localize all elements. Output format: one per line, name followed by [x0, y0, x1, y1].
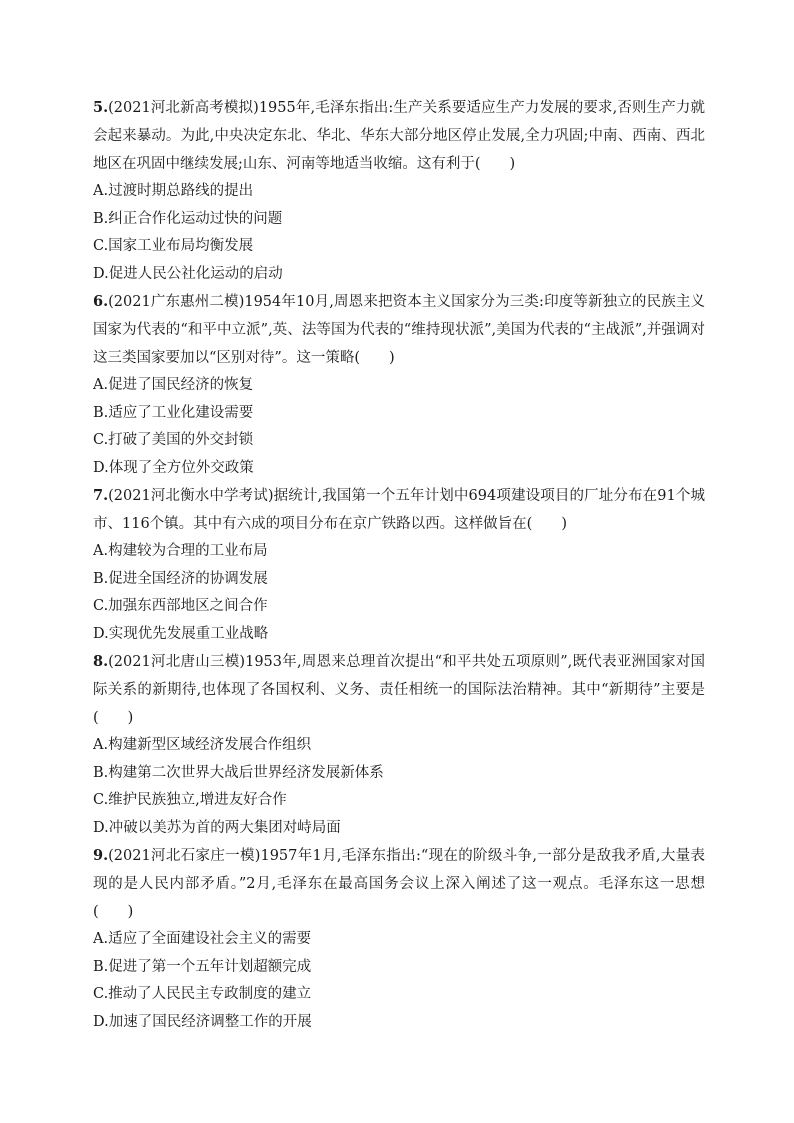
- question-7: [93, 482, 705, 648]
- option-c: C.推动了人民民主专政制度的建立: [93, 986, 312, 1002]
- option-a: A.构建较为合理的工业布局: [93, 543, 268, 559]
- option-a: A.适应了全面建设社会主义的需要: [93, 931, 312, 947]
- question-number: 9.: [93, 847, 109, 864]
- question-5: [93, 94, 705, 288]
- option-a: A.促进了国民经济的恢复: [93, 377, 254, 393]
- question-stem: (2021河北石家庄一模)1957年1月,毛泽东指出:“现在的阶级斗争,一部分是敌我矛盾,大量表现的是人民内部矛盾。”2月,毛泽东在最高国务会议上深入阐述了这一观点。毛泽东这一思想( ): [93, 848, 705, 920]
- question-number: 5.: [93, 99, 109, 116]
- option-a: A.过渡时期总路线的提出: [93, 183, 254, 199]
- question-number: 6.: [93, 293, 109, 310]
- option-c: C.维护民族独立,增进友好合作: [93, 792, 287, 808]
- question-stem: (2021河北衡水中学考试)据统计,我国第一个五年计划中694项建设项目的厂址分布在91个城市、116个镇。其中有六成的项目分布在京广铁路以西。这样做旨在( ): [93, 488, 705, 532]
- option-d: D.促进人民公社化运动的启动: [93, 265, 283, 282]
- option-d: D.加速了国民经济调整工作的开展: [93, 1013, 312, 1030]
- option-b: B.构建第二次世界大战后世界经济发展新体系: [93, 764, 384, 781]
- question-number: 7.: [93, 487, 109, 504]
- question-stem: (2021河北新高考模拟)1955年,毛泽东指出:生产关系要适应生产力发展的要求,否则生产力就会起来暴动。为此,中央决定东北、华北、华东大部分地区停止发展,全力巩固;中南、西南、西北地区在巩固中继续发展;山东、河南等地适当收缩。这有利于( ): [93, 100, 705, 172]
- option-b: B.适应了工业化建设需要: [93, 404, 254, 421]
- question-8: [93, 648, 705, 842]
- option-c: C.加强东西部地区之间合作: [93, 598, 268, 614]
- option-d: D.实现优先发展重工业战略: [93, 625, 269, 642]
- question-stem: (2021河北唐山三模)1953年,周恩来总理首次提出“和平共处五项原则”,既代表亚洲国家对国际关系的新期待,也体现了各国权利、义务、责任相统一的国际法治精神。其中“新期待”主要是( ): [93, 654, 705, 726]
- option-c: C.打破了美国的外交封锁: [93, 432, 254, 448]
- question-number: 8.: [93, 653, 109, 670]
- option-b: B.纠正合作化运动过快的问题: [93, 210, 283, 227]
- option-a: A.构建新型区域经济发展合作组织: [93, 737, 312, 753]
- option-b: B.促进了第一个五年计划超额完成: [93, 958, 312, 975]
- option-d: D.体现了全方位外交政策: [93, 459, 254, 476]
- option-d: D.冲破以美苏为首的两大集团对峙局面: [93, 819, 341, 836]
- question-stem: (2021广东惠州二模)1954年10月,周恩来把资本主义国家分为三类:印度等新独立的民族主义国家为代表的“和平中立派”,英、法等国为代表的“维持现状派”,美国为代表的“主战派”,并强调对这三类国家要加以“区别对待”。这一策略( ): [93, 294, 705, 366]
- question-list: [93, 94, 705, 1036]
- option-c: C.国家工业布局均衡发展: [93, 238, 254, 254]
- option-b: B.促进全国经济的协调发展: [93, 570, 268, 587]
- question-9: [93, 842, 705, 1036]
- question-6: [93, 288, 705, 482]
